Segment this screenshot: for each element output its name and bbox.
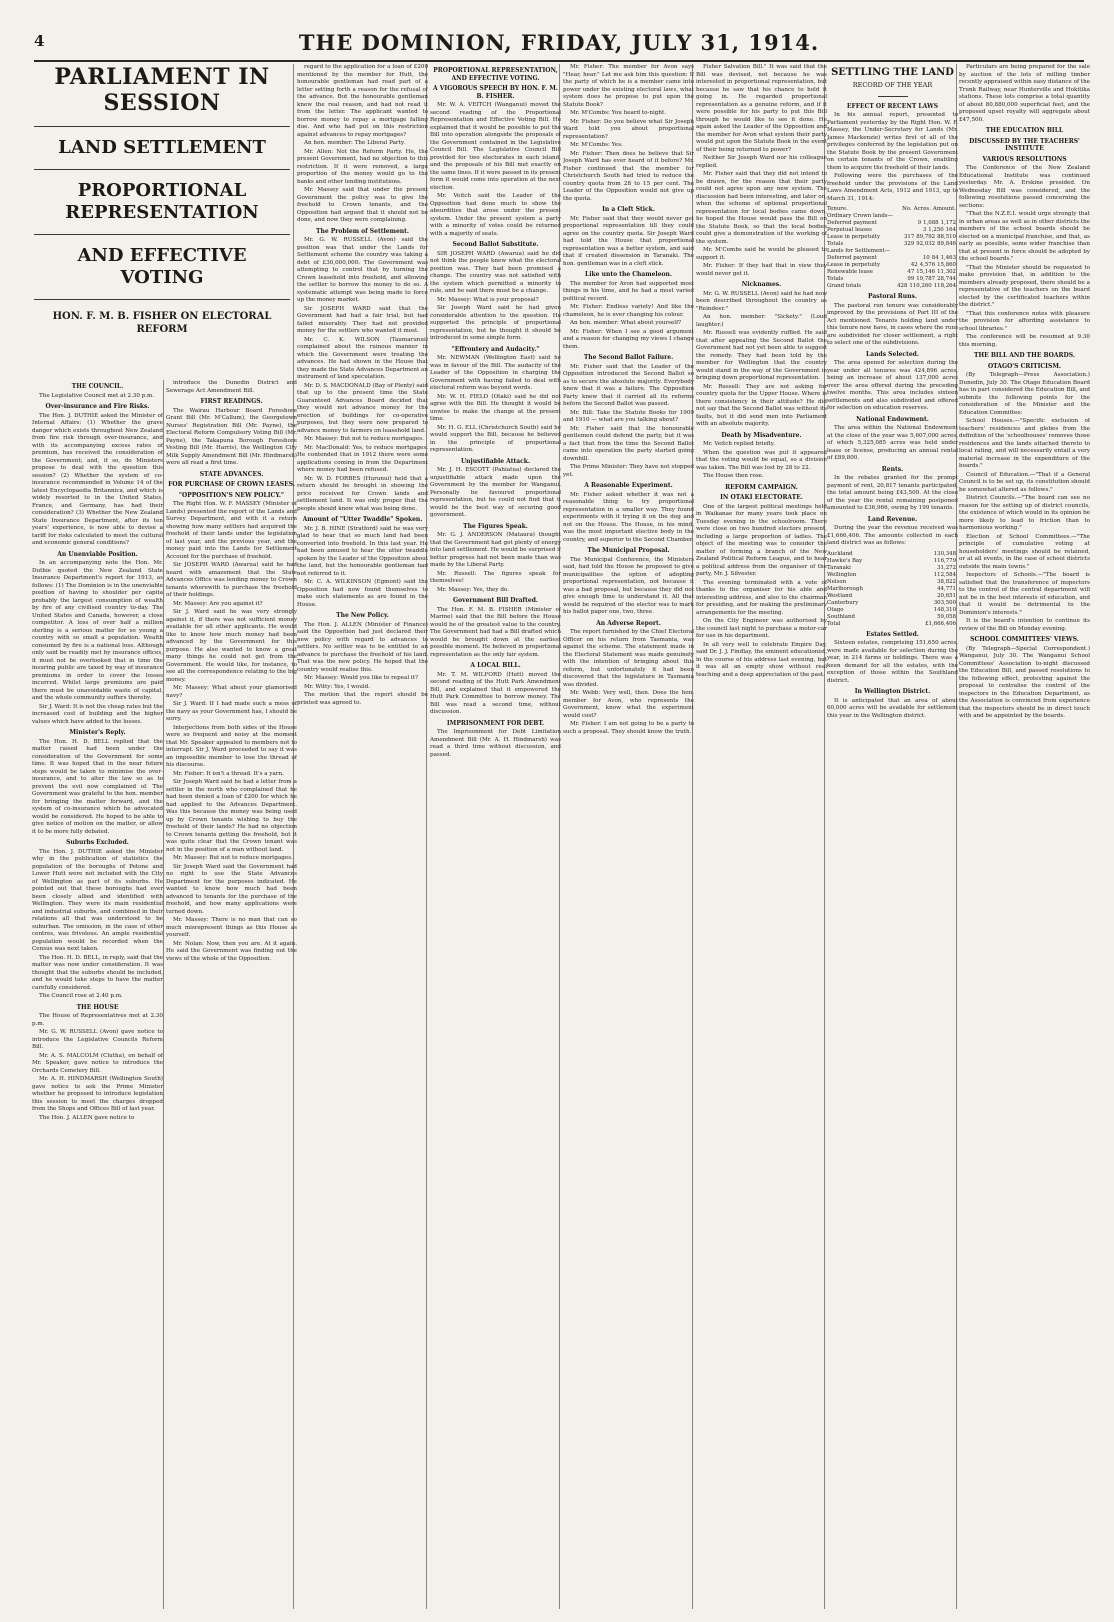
- table-cell: [956, 213, 958, 220]
- paragraph: On the City Engineer was authorised by the council last night to purchase a motor-car for use in his department.: [696, 618, 827, 639]
- settling-land-heading: [827, 66, 958, 97]
- paragraph: In all very well to celebrate Empire Day, said Dr. J. J. Findlay, the eminent educationist, in the course of his address last evening, but it was all an empty show without real teaching and a deep appreciation of the past.: [696, 641, 827, 678]
- column-4: [430, 64, 561, 1609]
- paragraph: Mr. Veitch replied briefly.: [703, 441, 775, 447]
- column-6: [696, 64, 827, 1609]
- table-cell: Totals: [827, 241, 844, 247]
- table-cell: 42: [910, 262, 918, 268]
- table-cell: 59,058: [937, 613, 956, 620]
- table-cell: 1,172: [940, 220, 956, 226]
- subheading: SCHOOL COMMITTEES' VIEWS.: [970, 636, 1079, 643]
- paragraph: (By Telegraph—Special Correspondent.) Wanganui, July 30. The Wanganui School Committees' Association to-night discussed the Education Bill, and passed resolutions to the following effect, protesting against the proposal to centralise the control of the inspectors in the Education Department, as the Association is convinced from experience that the inspectors should be in direct touch with and be appointed by the boards.: [959, 645, 1090, 719]
- paragraph: The motion that the report should be printed was agreed to.: [297, 692, 428, 706]
- paragraph: Mr. Massey said that under the present Government the policy was to give the freehold to Crown tenants, and the Opposition had argued that it should not be done, and now they were complaining.: [297, 187, 428, 223]
- paragraph: Mr. G. W. RUSSELL (Avon) gave notice to introduce the Legislative Councils Reform Bill.: [32, 1029, 163, 1050]
- headline-fisher-electoral-reform: HON. F. M. B. FISHER ON ELECTORAL REFORM: [52, 311, 272, 335]
- table-cell: Lease in perpetuity: [827, 262, 880, 268]
- paragraph: Mr. Bill: Take the Statute Books for 1909 and 1910 — what are you talking about?: [563, 409, 694, 423]
- paragraph: Sir Joseph Ward said he had a letter from a settler in the north who complained that he had been denied a loan of £200 for which he had applied to the Advances Department. Was this because the money was being used up by Crown tenants wishing to buy the freehold of their lands? He had no objection to Crown tenants getting the freehold, but it was quite clear that the Crown tenant was not in the position of a man without land.: [166, 779, 297, 853]
- subheading: THE HOUSE: [76, 1003, 119, 1011]
- table-cell: Southland: [827, 613, 855, 620]
- table-cell: 317: [903, 234, 915, 240]
- subheading: THE COUNCIL.: [71, 383, 124, 390]
- table-cell: 1,463: [940, 255, 956, 261]
- paragraph: Mr. Fisher: When I see a good argument and a reason for changing my views I change them.: [563, 328, 694, 350]
- table-cell: 148,310: [933, 606, 956, 613]
- paragraph: Mr. A. H. HINDMARSH (Wellington South) gave notice to ask the Prime Minister whether he proposed to introduce legislation this session to meet the charges dropped from the Shops and Offices Bill of last year.: [32, 1076, 163, 1112]
- table-cell: 38,822: [937, 578, 956, 585]
- paragraph: The House then rose.: [703, 473, 764, 479]
- paragraph: "That the N.Z.E.I. would urge strongly that in urban areas as well as in other districts the members of the school boards should be elected on a municipal franchise, and that, as early as possible, some wider franchise than that at present in force should be adopted by the school boards.": [959, 211, 1090, 262]
- paragraph: The report furnished by the Chief Electoral Officer on his return from Tasmania, was against the scheme. The statement made in the Electoral Statement was made genuinely with the intention of bringing about this reform, but unfortunately it had been discovered that the legislature in Tasmania was divided.: [563, 629, 694, 688]
- subheading: A VIGOROUS SPEECH BY HON. F. M. B. FISHER.: [432, 85, 559, 100]
- table-cell: 15,860: [937, 262, 956, 268]
- table-cell: Taranaki: [827, 564, 851, 571]
- subheading: Lands Selected.: [866, 350, 919, 358]
- table-cell: 15,146: [916, 269, 936, 275]
- table-cell: Wellington: [827, 571, 857, 578]
- paragraph: School Houses.—"Specific exclusion of teachers' residences and glebes from the definition of the 'schoolhouses' removes those residences and the lands attached thereto to local rating, and will necessarily entail a very material increase in the expenditure of the boards.": [959, 418, 1090, 469]
- paragraph: Mr. G. J. ANDERSON (Mataura) thought that the Government had got plenty of energy into land settlement. He would be surprised if better progress had not been made than was made by the Liberal Party.: [430, 532, 561, 568]
- paragraph: Mr. Fisher said that they did not intend to be drawn, for the reason that their party could not agree upon any new system. The discussion had been interesting, and later on, when the scheme of optional proportional representation for local bodies came down, he hoped the House would pass the Bill on the Statute Book, so that the local bodies could give a demonstration of the working of the system.: [696, 171, 827, 245]
- paragraph: It is the board's intention to continue its review of the Bill on Monday evening.: [959, 618, 1090, 632]
- table-row: [827, 572, 958, 579]
- paragraph: One of the largest political meetings held in Waikanae for many years took place on Tuesday evening in the schoolroom. There were close on two hundred electors present, including a large proportion of ladies. The object of the meeting was to consider the matter of forming a branch of the New Zealand Political Reform League, and to hear a political address from the organiser of the party, Mr. J. Silvester.: [696, 503, 827, 577]
- table-row: [827, 241, 958, 248]
- paragraph: Mr. A. S. MALCOLM (Clutha), on behalf of Mr. Speaker, gave notice to introduce the Orchards Cemetery Bill.: [32, 1052, 163, 1074]
- paragraph: Mr. C. A. WILKINSON (Egmont) said the Opposition had now found themselves to make such statements as are found in the House.: [297, 579, 428, 608]
- paragraph: The Municipal Conference, the Ministers said, had told the House he proposed to give municipalities the option of adopting proportional representation, not because it was a bad proposal, but because they did not give enough time to understand it. All that would be required of the elector was to mark his ballot paper one, two, three.: [563, 556, 694, 615]
- paragraph: During the year the revenue received was £1,666,406. The amounts collected in each land district was as follows:: [827, 525, 958, 546]
- paragraph: Mr. Fisher said that the honourable gentlemen could defend the party, but it was a fact that from the time the Second Ballot came into operation the party started going downhill.: [563, 425, 694, 462]
- subheading: Rents.: [881, 465, 904, 473]
- paragraph: District Councils.—"The board can see no reason for the setting up of district councils, the existence of which would in its opinion be more likely to lead to friction than to harmonious working.": [959, 495, 1090, 531]
- subheading: Land Revenue.: [867, 515, 918, 523]
- subheading: Amount of "Utter Twaddle" Spoken.: [302, 516, 423, 523]
- paragraph: Mr. Massey: Are you against it?: [173, 600, 263, 607]
- paragraph: Mr. M'Combs: Yes.: [570, 142, 623, 148]
- column-7: [827, 64, 958, 1609]
- paragraph: The Legislative Council met at 2.30 p.m.: [39, 392, 155, 399]
- paragraph: Mr. Allen: Not the Reform Party. He, the present Government, had no objection to this restriction. If it were removed, a large proportion of the money would go to the banks and other lending institutions.: [297, 148, 428, 185]
- table-cell: 89,846: [937, 241, 956, 247]
- table-cell: Amount.: [932, 206, 956, 212]
- subheading: THE BILL AND THE BOARDS.: [974, 352, 1075, 359]
- subheading: The Municipal Proposal.: [587, 547, 670, 554]
- table-cell: Tenure.: [827, 206, 848, 212]
- subheading: OTAGO'S CRITICISM.: [987, 362, 1062, 370]
- table-cell: 118,264: [933, 283, 956, 289]
- table-cell: 4,576: [919, 262, 936, 268]
- paragraph: Mr. M'Combs: You heard to-night.: [570, 110, 667, 116]
- paragraph: The Conference of the New Zealand Educational Institute was continued yesterday. Mr. A. Erskine presided. On Wednesday Bill was considered, and the following resolutions passed concerning the sections:: [959, 165, 1090, 209]
- paragraph: Mr. Massey: But not to reduce mortgages.: [173, 855, 293, 861]
- paragraph: The House of Representatives met at 2.30 p.m.: [32, 1013, 163, 1027]
- subheading: The Second Ballot Failure.: [583, 354, 674, 361]
- headline-proportional-representation: PROPORTIONAL REPRESENTATION: [65, 180, 259, 223]
- table-cell: 112,584: [933, 571, 956, 578]
- paragraph: Mr. W. A. VEITCH (Wanganui) moved the second reading of the Proportional Representation and Effective Voting Bill. He explained that it would be possible to put the Bill into operation alongside the proposals of the Government contained in the Legislative Council Bill. The Legislative Council Bill provided for two electorates in each island, and the proposals of his Bill met exactly on the same lines. If it were passed in its present form it would come into operation at the next election.: [430, 102, 561, 191]
- paragraph: Mr. Fisher said that they would never get proportional representation till they could agree on the country quota. Sir Joseph Ward had told the House that proportional representation was a better system, and said that if created dissension in Taranaki. The hon. gentleman was in a cleft stick.: [563, 215, 694, 267]
- table-cell: Westland: [827, 592, 853, 599]
- paragraph: Mr. D. S. MACDONALD (Bay of Plenty) said that up to the present time the State Guaranteed Advances Board decided that they would not advance money for the erection of buildings for co-operative purposes, but they were now prepared to advance money to farmers on leasehold land.: [297, 382, 428, 434]
- subheading: VARIOUS RESOLUTIONS: [982, 155, 1067, 163]
- subheading: In a Cleft Stick.: [602, 206, 655, 213]
- table-cell: 10: [922, 255, 930, 261]
- table-row: [827, 213, 958, 220]
- table-row: [827, 551, 958, 558]
- table-cell: 1,250: [928, 227, 944, 233]
- paragraph: Sir J. Ward said he was very strongly against it, if there was not sufficient money available for all other applicants. He would like to know how much money had been advanced by the Government for this purpose. He also wanted to know a great many things he could not get from the Government. He would like, for instance, to see all the correspondence relating to the big money.: [166, 609, 297, 683]
- table-cell: 428: [897, 283, 908, 289]
- paragraph: Mr. Fisher: The member for Avon says "Hear, hear." Let me ask him this question: If the party of which he is a member came into power under the existing electoral laws, what system does he propose to put upon the Statute Book?: [563, 64, 694, 108]
- paragraph: Mr. Fisher asked whether it was not a reasonable thing to try proportional representation in a smaller way. They found experiments with it trying it on the dog and not on the House. The House, in his mind, was the most important elective body in the country, and superior to the Second Chamber.: [563, 491, 694, 543]
- subheading: Minister's Reply.: [69, 729, 126, 736]
- table-cell: Deferred payment: [827, 220, 877, 226]
- paragraph: Fisher Salvation Bill." It was said that the Bill was devised, not because he was interested in proportional representation, but because he saw that his chance to hold it going in. He regarded proportional representation as a genuine reform, and if it were possible for his party to put this Bill through he would like to see it done. He again asked the Leader of the Opposition and the member for Avon what system their party would put upon the Statute Book in the event of their being returned to power?: [696, 64, 827, 153]
- table-cell: Acres.: [913, 206, 931, 212]
- table-row: [827, 565, 958, 572]
- column-2: [166, 380, 297, 1609]
- table-cell: 164: [945, 227, 956, 233]
- subheading: DISCUSSED BY THE TEACHERS' INSTITUTE: [969, 137, 1080, 152]
- paragraph: Election of School Committees.—"The principle of cumulative voting at householders' meetings should be retained, or at all events, in the case of school districts outside the main towns.": [959, 533, 1090, 570]
- paragraph: Sir J. Ward: If I had made such a mess of the navy as your Government has, I should be sorry.: [166, 701, 297, 722]
- table-cell: 9: [917, 220, 922, 226]
- subheading: "Effrontery and Audacity.": [451, 345, 540, 353]
- paragraph: The Right Hon. W. F. MASSEY (Minister of Lands) presented the report of the Lands and Survey Department, and with it a return showing how many settlers had acquired the freehold of their lands under the legislation of last year, and the previous year, and the money paid into the Lands for Settlement Account for the purchase of freehold.: [166, 501, 297, 560]
- subheading: "OPPOSITION'S NEW POLICY.": [178, 491, 285, 499]
- table-cell: Totals: [827, 276, 844, 282]
- table-cell: Otago: [827, 606, 844, 613]
- paragraph: The Hon. J. ALLEN gave notice to: [39, 1114, 135, 1121]
- paragraph: The Imprisonment for Debt Limitation Amendment Bill (Mr. A. H. Hindmarsh) was read a third time without discussion, and passed.: [430, 729, 561, 758]
- paragraph: Mr. H. G. ELL (Christchurch South) said he would support the Bill, because he believed in the principle of proportional representation.: [430, 424, 561, 453]
- column-8: [959, 64, 1090, 1609]
- column-1: [32, 380, 163, 1609]
- table-cell: 28,744: [937, 276, 956, 282]
- paragraph: The Prime Minister: They have not stopped yet.: [563, 464, 694, 478]
- subheading: In Wellington District.: [854, 688, 931, 695]
- table-cell: Marlborough: [827, 585, 863, 592]
- paragraph: Mr. Veitch said the Leader of the Opposition had done much to show the absurdities that arose under the present system. Under the present system a party with a minority of votes could be returned with a majority of seats.: [430, 193, 561, 237]
- paragraph: Neither Sir Joseph Ward nor his colleague replied.: [696, 155, 827, 169]
- table-cell: 1,088: [923, 220, 939, 226]
- table-cell: Canterbury: [827, 599, 859, 606]
- paragraph: Mr. Massey: What is your proposal?: [437, 296, 539, 303]
- table-cell: Lands for Settlement—: [827, 248, 891, 254]
- newspaper-title: THE DOMINION, FRIDAY, JULY 31, 1914.: [298, 30, 820, 55]
- subheading: PROPORTIONAL REPRESENTATION, AND EFFECTIVE VOTING.: [433, 67, 558, 82]
- paragraph: Mr. MacDonald: Yes, to reduce mortgages. He contended that in 1912 there were some applications coming in from the Department where money had been refused.: [297, 444, 428, 473]
- paragraph: The Hon. J. DUTHIE asked the Minister why in the publication of statistics the population of the boroughs of Petone and Lower Hutt were not included with the City of Wellington as part of its suburbs. He pointed out that these boroughs had ever been closely allied and identified with Wellington. They were its main residential and industrial suburbs, and combined in their relations all that was understood to be suburban. The omission, in the case of other centres, was frivolous. An ample residential population would be recorded when the Census was next taken.: [32, 848, 163, 952]
- subheading: The New Policy.: [336, 612, 389, 619]
- paragraph: An hon. member: The Liberal Party.: [304, 140, 406, 146]
- paragraph: The evening terminated with a vote of thanks to the organiser for his able and interesting address, and also to the chairman for presiding, and for making the preliminary arrangements for the meeting.: [696, 579, 827, 616]
- paragraph: Council of Education.—"That if a General Council is to be set up, its constitution should be somewhat altered as follows.": [959, 471, 1090, 493]
- table-cell: 19,787: [916, 276, 936, 282]
- paragraph: Mr. Fisher: It isn't a thread. It's a yarn.: [173, 770, 284, 777]
- paragraph: Mr. Massey: Yes, they do.: [437, 586, 509, 593]
- paragraph: (By Telegraph—Press Association.) Dunedin, July 30. The Otago Education Board has in part considered the Education Bill, and submits the following points for the consideration of the Minister and the Education Committee:: [959, 372, 1090, 416]
- paragraph: Mr. Russell was evidently ruffled. He said that after appealing the Second Ballot the Government had not yet been able to suggest the remedy. They had been told by the member for Wellington that the country would stand in the way of the Government in bringing down proportional representation.: [696, 330, 827, 381]
- paragraph: In the rebates granted for the prompt payment of rent, 20,817 tenants participated, the total amount being £43,509. At the close of the year the rental remaining postponed amounted to £36,966, owing by 199 tenants.: [827, 475, 958, 511]
- paragraph: The Hon. J. DUTHIE asked the Minister of Internal Affairs: (1) Whether the grave danger which exists throughout New Zealand from fire risk through over-insurance, and with its accompanying excess rates of premium, has received the consideration of the Government; and, if so, do Ministers propose to deal with the question this session? (2) Whether the system of co-insurance recommended in Volume 14 of the latest Encyclopaedia Britannica, and which is widely resorted to in the United States, France, and Germany, has had their consideration? (3) Whether the New Zealand State Insurance Department, after its ten years' experience, is now able to devise a tariff for risks calculated to meet the cultural and economic general conditions?: [32, 412, 163, 546]
- subheading: Second Ballot Substitute.: [452, 241, 539, 248]
- paragraph: The member for Avon had supported most things in his time, and he had a most varied political record.: [563, 280, 694, 302]
- page-number: 4: [34, 32, 45, 50]
- paragraph: The Council rose at 2.40 p.m.: [39, 993, 123, 999]
- subheading: An Adverse Report.: [596, 619, 661, 627]
- paragraph: Following were the purchases of the freehold under the provisions of the Land Laws Amendment Acts, 1912 and 1913, up to March 31, 1914:: [827, 173, 958, 202]
- subheading: Pastoral Runs.: [868, 293, 917, 300]
- table-row: [827, 262, 958, 269]
- paragraph: The Hon. H. D. BELL replied that the matter raised had been under the consideration of the Government for some time. It was hoped that in the near future steps would be taken to minimise the over-insurance, and to alter the law so as to prevent the evil now complained of. The Government was grateful to the hon. member for bringing the matter forward, and the system of co-insurance which he advocated would be considered. He hoped to be able to give notice of motion on the matter, or allow it to be more fully debated.: [32, 738, 163, 835]
- table-cell: Grand totals: [827, 283, 862, 289]
- paragraph: The conference will be resumed at 9.30 this morning.: [959, 334, 1090, 348]
- table-cell: 329: [903, 241, 915, 247]
- subheading: The Figures Speak.: [463, 522, 528, 530]
- table-row: [827, 234, 958, 241]
- paragraph: When the question was put it appeared that the voting would be equal, so a division was taken. The Bill was lost by 28 to 22.: [696, 449, 827, 471]
- table-cell: 89,792: [916, 234, 936, 240]
- paragraph: Inspectors of Schools.—"The board is satisfied that the transference of inspectors to the control of the central department will not be in the best interests of education, and that it would be detrimental to the Dominion's interests.": [959, 572, 1090, 616]
- subheading: IN OTAKI ELECTORATE.: [720, 494, 803, 501]
- table-cell: 31,272: [937, 564, 956, 571]
- table-cell: 92,032: [916, 241, 936, 247]
- subheading: Estates Settled.: [866, 630, 919, 638]
- headline-settling-land: SETTLING THE LAND: [831, 67, 954, 78]
- headline-land-settlement: LAND SETTLEMENT: [58, 137, 266, 158]
- table-row: [827, 593, 958, 600]
- table-cell: £1,666,406: [925, 620, 956, 627]
- paragraph: Mr. NEWMAN (Wellington East) said he was in favour of the Bill. The audacity of the Leader of the Opposition in charging the Government with having failed to deal with electoral reform was beyond words.: [430, 355, 561, 391]
- subheading: STATE ADVANCES.: [199, 470, 264, 478]
- table-cell: 11,302: [937, 269, 956, 275]
- table-cell: Deferred payment: [827, 255, 877, 261]
- paragraph: Mr. J. H. ESCOTT (Pahiatua) declared the unjustifiable attack made upon the Government by the member for Wanganui. Personally he favoured proportional representation, but he could not find that it would be the best way of securing good government.: [430, 467, 561, 518]
- subheading: A LOCAL BILL.: [470, 662, 521, 669]
- masthead: [34, 30, 1084, 62]
- paragraph: In his annual report, presented to Parliament yesterday by the Right Hon. W. F. Massey, the Under-Secretary for Lands (Mr. James Mackenzie) writes first of all of the privileges conferred by the legislation put on the Statute Book by the present Government on certain tenants of the Crown, enabling them to acquire the freehold of their lands.: [827, 112, 958, 171]
- table-cell: 116,779: [933, 557, 956, 564]
- table-row: [827, 558, 958, 565]
- subheading: Government Bill Drafted.: [452, 597, 539, 604]
- paragraph: An hon. member: "Sickety." (Loud laughter.): [696, 314, 827, 328]
- subheading: FIRST READINGS.: [200, 398, 263, 405]
- paragraph: Mr. M'Combs said he would be pleased to support it.: [696, 247, 827, 261]
- paragraph: Sir Joseph Ward said he had given considerable attention to the question. He supported the principle of proportional representation, but he thought it should be introduced in some simple form.: [430, 305, 561, 341]
- table-row: [827, 614, 958, 621]
- subheading: Death by Misadventure.: [721, 431, 802, 439]
- table-cell: Auckland: [827, 550, 853, 557]
- table-cell: 303,500: [933, 599, 956, 606]
- subheading: Suburbs Excluded.: [66, 839, 129, 846]
- table-row: [827, 269, 958, 276]
- table-cell: Hawke's Bay: [827, 557, 863, 564]
- paragraph: The Hon. F. M. B. FISHER (Minister of Marine) said that the Bill before the House would be of the greatest value to the country. The Government had had a Bill drafted which would be brought down at the earliest possible moment. He believed in proportional representation as the only fair system.: [430, 606, 561, 658]
- paragraph: Mr. Russell: They are not asking for country quota for the Upper House. Where is there consistency in their attitude? He did not say that the Second Ballot was without its faults, but it did send men into Parliament with an absolute majority.: [696, 383, 827, 427]
- paragraph: Sir JOSEPH WARD (Awarua) said he had heard with amazement that the State Advances Office was lending money to Crown tenants wherewith to purchase the freehold of their holdings.: [166, 562, 297, 598]
- paragraph: The Wairau Harbour Board Foreshore Grant Bill (Mr. M'Callum), the Georgetown Nurses' Registration Bill (Mr. Payne), the Electoral Reform Compulsory Voting Bill (Mr. Payne), the Takapuna Borough Foreshore Vesting Bill (Mr. Harris), the Wellington City Milk Supply Amendment Bill (Mr. Hindmarsh) were all read a first time.: [166, 407, 297, 466]
- paragraph: Interjections from both sides of the House were so frequent and noisy at the moment that Mr. Speaker appealed to members not to interrupt. Sir J. Ward proceeded to say it was an impossible member to lose the thread of his discourse.: [166, 724, 297, 768]
- subheading: IMPRISONMENT FOR DEBT.: [446, 719, 545, 727]
- headline-parliament: PARLIAMENT IN SESSION: [54, 64, 270, 116]
- subheading: THE EDUCATION BILL: [985, 127, 1064, 134]
- table-row: [827, 206, 958, 213]
- paragraph: Mr. G. W. RUSSELL (Avon) said he had now been described throughout the country as "Reindeer.": [696, 290, 827, 312]
- table-cell: 44,771: [937, 585, 956, 592]
- paragraph: The pastoral run tenure was considerably improved by the provisions of Part III of the Act mentioned. Tenants holding land under this tenure now have, in cases where the runs are subdivided for closer settlement, a right to select one of the subdivisions.: [827, 302, 958, 346]
- paragraph: Mr. Massey: What about your glamorised navy?: [166, 685, 297, 699]
- paragraph: SIR JOSEPH WARD (Awarua) said he did not think the people knew what the electoral position was. They had been promised a change. The country was not satisfied with the system which permitted a minority to rule, and he said there must be a change.: [430, 250, 561, 294]
- paragraph: Mr. Fisher: I am not going to be a party to such a proposal. They should know the truth.: [563, 721, 694, 735]
- table-cell: 110,260: [909, 283, 932, 289]
- paragraph: Mr. Fisher: Then does he believe that Sir Joseph Ward has ever heard of it before? Mr. Fisher continued that the member for Christchurch South had tried to reduce the country quota from 28 to 15 per cent. The Leader of the Opposition would not give up the quota.: [563, 150, 694, 202]
- table-cell: 20,651: [937, 592, 956, 599]
- headline-effective-voting: AND EFFECTIVE VOTING: [77, 245, 247, 288]
- table-row: [827, 621, 958, 628]
- paragraph: Mr. G. W. RUSSELL (Avon) said the position was that under the Lands for Settlement scheme the country was taking a debt of £30,000,000. The Government was attempting to control that by turning the Crown leasehold into freehold, and allowing the settler to borrow the money to do so. A systematic attempt was being made to force up the money market.: [297, 237, 428, 303]
- subheading: Like unto the Chameleon.: [585, 271, 672, 278]
- subheading: Over-insurance and Fire Risks.: [45, 403, 150, 410]
- settling-land-article: [827, 103, 958, 721]
- paragraph: Mr. Massey: But not to reduce mortgages.: [304, 436, 424, 442]
- subheading: The Problem of Settlement.: [316, 227, 409, 235]
- paragraph: Mr. C. K. WILSON (Taumarunui) complained about the ruinous manner in which the Government were treating the advances. He had shown in the House that they made the State Advances Department an instrument of land speculation.: [297, 336, 428, 380]
- data-table: [827, 551, 958, 628]
- paragraph: Mr. Witty: Yes, I would.: [304, 683, 370, 690]
- table-cell: 84: [931, 255, 939, 261]
- paragraph: An hon. member: What about yourself?: [570, 320, 682, 326]
- table-row: [827, 227, 958, 234]
- subheadline-record-of-year: RECORD OF THE YEAR: [852, 81, 933, 89]
- paragraph: Sir JOSEPH WARD said that the Government had had a fair trial, but had failed miserably. They had not provided money for the settlers who wanted it most.: [297, 305, 428, 334]
- table-row: [827, 255, 958, 262]
- table-row: [827, 283, 958, 290]
- table-cell: Nelson: [827, 578, 847, 585]
- table-cell: 3: [922, 227, 927, 233]
- table-row: [827, 579, 958, 586]
- table-cell: Perpetual leases: [827, 227, 872, 233]
- paragraph: Mr. Fisher: Do you believe what Sir Joseph Ward told you about proportional representation?: [563, 118, 694, 140]
- paragraph: Mr. W. H. FIELD (Otaki) said he did not agree with the Bill. He thought it would be unwise to make the change at the present time.: [430, 393, 561, 422]
- data-table: [827, 206, 958, 290]
- table-cell: 130,348: [933, 550, 956, 557]
- table-row: [827, 586, 958, 593]
- table-row: [827, 220, 958, 227]
- subheading: REFORM CAMPAIGN.: [725, 483, 798, 491]
- table-cell: [956, 248, 958, 255]
- paragraph: Mr. Fisher said that the Leader of the Opposition introduced the Second Ballot so as to secure the absolute majority. Everybody knew that it was a failure. The Opposition Party knew that it carried all its reforms before the Second Ballot was passed.: [563, 363, 694, 407]
- subheading: EFFECT OF RECENT LAWS: [846, 102, 939, 110]
- table-cell: 47: [907, 269, 915, 275]
- table-cell: Total: [827, 620, 841, 627]
- table-row: [827, 276, 958, 283]
- column-5: [563, 64, 694, 1609]
- subheading: Unjustifiable Attack.: [460, 457, 531, 465]
- paragraph: Mr. Webb: Very well, then. Does the hon. member for Avon, who represents the Government, know what the experiment would cost?: [563, 690, 694, 719]
- paragraph: Mr. W. D. FORBES (Hurunui) held that a return should be brought in showing the price received for Crown lands and settlement land. It was only proper that the people should know what was being done.: [297, 475, 428, 512]
- column-3: [297, 64, 428, 1609]
- paragraph: "That this conference notes with pleasure the provision for affording assistance to school libraries.": [959, 310, 1090, 332]
- paragraph: Mr. Nolan: Now, then you are. At it again. He said the Government was finding out the views of the whole of the Opposition.: [166, 940, 297, 962]
- table-cell: Lease in perpetuity: [827, 234, 880, 240]
- paragraph: introduce the Dunedin District and Sewerage Act Amendment Bill.: [166, 380, 297, 394]
- paragraph: It is anticipated that an area of about 60,000 acres will be available for settlement this year in the Wellington district.: [827, 697, 958, 719]
- paragraph: Mr. Fisher: Endless variety! And like the chameleon, he is ever changing his colour.: [563, 304, 694, 318]
- paragraph: In an accompanying note the Hon. Mr. Duthie quoted the New Zealand State Insurance Department's report for 1913, as follows: (1) The Dominion is in the unenviable position of having to shoulder per capita probably the largest consumption of wealth by fire of any civilised country to-day. The United States and Canada, however, a close competitor. A loss of over half a million sterling is a serious matter for so young a country with so small a population. Wealth consumed by fire is a national loss. Although only said be readily met by insurance offices, it must not be overlooked that in time the insuring public are taxed by way of insurance premiums in order to cover the losses incurred. Whilst large premiums are paid there must be unavoidable waste of capital, and the whole community suffers thereby.: [32, 560, 163, 701]
- paragraph: Mr. Massey: There is no man that can so much misrepresent things as this House as yourself.: [166, 917, 297, 938]
- lead-headline-block: [34, 64, 290, 394]
- paragraph: Mr. J. B. HINE (Stratford) said he was very glad to hear that so much land had been converted into freehold. In this last year. He had been amused to hear the utter twaddle spoken by the Leader of the Opposition about the land, but the honourable gentleman had not referred to it.: [297, 525, 428, 577]
- paragraph: regard to the application for a loan of £200 mentioned by the member for Hutt, the honourable gentleman had read part of a letter setting forth a reason for the refusal of the advance. But the honourable gentleman knew the real reason, and had not read it from the letter. The applicant wanted to borrow money to repay a mortgage falling due. And who had put on this restriction against advances to repay mortgages?: [297, 64, 428, 138]
- table-cell: 88,510: [937, 234, 956, 240]
- paragraph: "That the Minister should be requested to make provision that, in addition to the members already proposed, there should be a representative of the teachers on the board elected by the certificated teachers within the district.": [959, 264, 1090, 308]
- table-cell: 99: [907, 276, 915, 282]
- paragraph: Sixteen estates, comprising 151,650 acres, were made available for selection during the year, in 214 farms or holdings. There was a keen demand for all the estates, with the exception of those within the Southland district.: [827, 640, 958, 684]
- paragraph: The Hon. H. D. BELL, in reply, said that the matter was now under consideration. It was thought that the suburbs should be included, and he would take steps to have the matter carefully considered.: [32, 954, 163, 991]
- table-cell: Renewable lease: [827, 269, 873, 275]
- table-cell: No.: [902, 206, 912, 212]
- paragraph: The Hon. J. ALLEN (Minister of Finance) said the Opposition had just declared their new policy with regard to advances to settlers. No settler was to be entitled to an advance to purchase the freehold of his land. That was the new policy. He hoped that the country would realise this.: [297, 621, 428, 673]
- subheading: A Reasonable Experiment.: [584, 482, 673, 489]
- table-row: [827, 607, 958, 614]
- paragraph: The area within the National Endowment at the close of the year was 5,607,000 acres, of which 5,325,085 acres was held under lease or license, producing an annual rental of £89,800.: [827, 425, 958, 461]
- subheading: An Unenviable Position.: [57, 550, 138, 558]
- subheading: National Endowment.: [856, 415, 929, 423]
- subheading: FOR PURCHASE OF CROWN LEASES.: [168, 481, 295, 488]
- paragraph: Sir Joseph Ward said the Government had no right to use the State Advances Department for the purposes indicated. He wanted to know how much had been advanced to tenants for the purchase of the freehold, and how many applications were turned down.: [166, 863, 297, 915]
- paragraph: Mr. T. M. WILFORD (Hutt) moved the second reading of the Hutt Park Amendment Bill, and explained that it empowered the Hutt Park Committee to borrow money. The Bill was read a second time, without discussion.: [430, 671, 561, 715]
- paragraph: Mr. Russell: The figures speak for themselves!: [430, 570, 561, 584]
- table-cell: Ordinary Crown lands—: [827, 213, 893, 219]
- subheading: Nicknames.: [741, 281, 782, 288]
- paragraph: Sir J. Ward: It is not the cheap rates but the increased cost of building and the higher values which have added to the losses.: [32, 703, 163, 725]
- paragraph: Mr. Massey: Would you like to repeal it?: [304, 675, 418, 681]
- table-row: [827, 600, 958, 607]
- table-row: [827, 248, 958, 255]
- paragraph: The area opened for selection during the year under all tenures was 424,896 acres, being an increase of about 137,000 acres over the area offered during the preceding twelve months. This area includes sixteen settlements and also subdivided and offered for selection on education reserves.: [827, 360, 958, 411]
- paragraph: Particulars are being prepared for the sale by auction of the lots of milling timber recently appraised within easy distance of the Trunk Railway, near Hunterville and Hokitika stations. These lots comprise a total quantity of about 80,880,000 superficial feet, and the proposed upset royalty will aggregate about £47,500.: [959, 64, 1090, 123]
- paragraph: Mr. Fisher: If they had that in view they would never get it.: [696, 263, 827, 277]
